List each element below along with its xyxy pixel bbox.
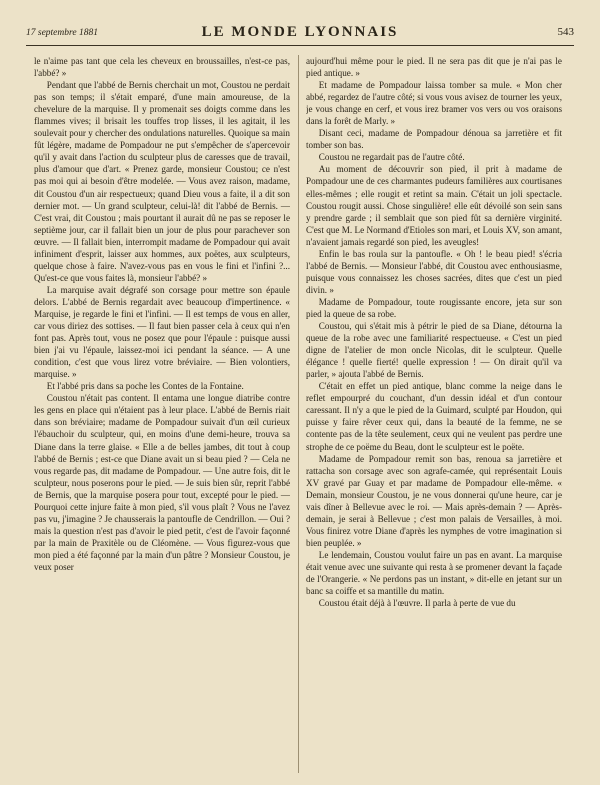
paragraph: Le lendemain, Coustou voulut faire un pas en avant. La marquise était venue avec une suivante qui resta à se promener devant la façade de l'Orangerie. « Ne perdons pas un instant, » dit-elle en jetant sur un banc sa coiffe et sa mantille du matin.: [306, 549, 562, 597]
paragraph: le n'aime pas tant que cela les cheveux en broussailles, n'est-ce pas, l'abbé? »: [34, 56, 290, 79]
page-header: [26, 22, 574, 44]
paragraph: Et madame de Pompadour laissa tomber sa mule. « Mon cher abbé, regardez de l'autre côté; si vous vous avisez de tourner les yeux, je vous change en cerf, et vous irez bramer vos vers ou vos oraisons dans la forêt de Marly. »: [306, 80, 562, 127]
paragraph: Et l'abbé pris dans sa poche les Contes de la Fontaine.: [46, 381, 244, 392]
paragraph: Au moment de découvrir son pied, il prit à madame de Pompadour une de ces charmantes pudeurs familières aux courtisanes elles-mêmes ; elle rougit et retint sa main. C'était un joli spectacle. Coustou rougit aussi. Chose singulière! elle eût dévoilé son sein sans y prendre garde ; il semblait que son pied fût sa dernière virginité. C'est que M. Le Normand d'Etioles son mari, et Louis XV, son amant, n'avaient jamais regardé son pied, les aveugles!: [306, 164, 562, 247]
paragraph: Madame de Pompadour remit son bas, renoua sa jarretière et rattacha son corsage avec son agrafe-camée, qui représentait Louis XV gravé par Guay et par madame de Pompadour elle-même. « Demain, monsieur Coustou, je ne vous donnerai qu'une heure, car je vais dîner à Bellevue avec le roi. — Mais après-demain ? — Après-demain, je serai à Bellevue ; c'est mon palais de Versailles, à moi. Vous finirez votre Diane d'après les nymphes de votre imagination si bien peuplée. »: [306, 453, 562, 548]
paragraph: Enfin le bas roula sur la pantoufle. « Oh ! le beau pied! s'écria l'abbé de Bernis. — Monsieur l'abbé, dit Coustou avec enthousiasme, puisque vous connaissez les choses sacrées, dites que c'est un pied divin. »: [306, 248, 562, 295]
paragraph: Coustou n'était pas content. Il entama une longue diatribe contre les gens en place qui n'étaient pas à leur place. L'abbé de Bernis riait dans son bréviaire; madame de Pompadour suivait d'un œil curieux l'ébauchoir du sculpteur, qui, en moins d'une demi-heure, trouva sa Diane dans la terre glaise. « Elle a de belles jambes, dit tout à coup l'abbé de Bernis ; est-ce que Diane avait un si beau pied ? — Cela ne vous regarde pas, dit madame de Pompadour. — Une autre fois, dit le sculpteur, nous poserons pour le pied. — Je suis bien sûr, reprit l'abbé de Bernis, que la marquise posera pour tout, excepté pour le pied. — Pourquoi cette injure faite à mon pied, s'il vous plaît ? Vous ne l'avez pas vu, j'imagine ? Je chausserais la pantoufle de Cendrillon. — Oui ? mais la question n'est pas d'avoir le pied petit, c'est de l'avoir façonné par la main de Praxitèle ou de Cléomène. — Vous figurez-vous que mon pied a été façonné par la main d'un pâtre ? Monsieur Coustou, je veux poser: [34, 393, 290, 572]
paragraph: Coustou, qui s'était mis à pétrir le pied de sa Diane, détourna la queue de la robe avec une familiarité respectueuse. « C'est un pied digne de l'atelier de mon oncle Nicolas, dit le sculpteur. Quelle élégance ! quelle fierté! quelle expression ! — On dirait qu'il va parler, » ajouta l'abbé de Bernis.: [306, 321, 562, 380]
issue-date: 17 septembre 1881: [26, 28, 98, 38]
header-rule: [26, 45, 574, 46]
paragraph: Coustou était déjà à l'œuvre. Il parla à perte de vue du: [318, 598, 516, 609]
right-column: [306, 55, 562, 773]
page-number: 543: [557, 26, 574, 38]
column-divider: [298, 55, 299, 773]
paragraph: aujourd'hui même pour le pied. Il ne sera pas dit que je n'ai pas le pied antique. »: [306, 56, 562, 79]
paragraph: La marquise avait dégrafé son corsage pour mettre son épaule delors. L'abbé de Bernis regardait avec beaucoup d'impertinence. « Marquise, je regarde le fini et l'infini. — Il est temps de vous en aller, car vous diriez des sottises. — Il faut bien passer cela à ceux qui n'en font pas. Après tout, vous ne posez que pour l'épaule : puisque aussi bien j'ai vu l'épaule, laissez-moi ici pendant la séance. — A une condition, c'est que vous lirez votre bréviaire. — Bien volontiers, marquise. »: [34, 284, 290, 380]
paragraph: Coustou ne regardait pas de l'autre côté.: [318, 152, 465, 163]
paragraph: Pendant que l'abbé de Bernis cherchait un mot, Coustou ne perdait pas son temps; il s'était emparé, d'une main amoureuse, de la chevelure de la marquise. Il y promenait ses doigts comme dans les flammes vives; il brisait les touffes trop lisses, il les agitait, il les soulevait pour y chercher des ondulations naturelles. Quoique sa main fût légère, madame de Pompadour ne put s'empêcher de s'apercevoir qu'il y avait dans l'action du sculpteur plus de caresses que de travail, plus d'amour que d'art. « Prenez garde, monsieur Coustou; ce n'est pas moi qui ai besoin d'être modelée. — Vous avez raison, madame, dit Coustou d'un air respectueux; quand Dieu vous a faite, il a dit son dernier mot. — Un grand sculpteur, celui-là! dit l'abbé de Bernis. — C'est vrai, dit Coustou ; mais pourtant il aurait dû ne pas se reposer le septième jour, car il fallait bien un jour de plus pour parachever son œuvre. — Il fallait bien, interrompit madame de Pompadour qui avait infiniment d'esprit, laisser aux hommes, aux poëtes, aux sculpteurs, quelque chose à faire. N'avez-vous pas en vous le fini et l'infini ?... Qu'est-ce que vous faites là, monsieur l'abbé? »: [34, 80, 290, 283]
left-column: [34, 55, 290, 773]
journal-title: LE MONDE LYONNAIS: [201, 24, 399, 40]
paragraph: C'était en effet un pied antique, blanc comme la neige dans le reflet empourpré du couchant, d'un dessin idéal et d'un contour caressant. Il n'y a que le pied de la Guimard, sculpté par Houdon, qui puisse y faire rêver ceux qui, dans la beauté de la femme, ne se contente pas de la tête seulement, ceux qui ne veulent pas perdre une strophe de ce poëme du Beau, dont le sculpteur est le poëte.: [306, 381, 562, 452]
paragraph: Disant ceci, madame de Pompadour dénoua sa jarretière et fit tomber son bas.: [306, 128, 562, 151]
paragraph: Madame de Pompadour, toute rougissante encore, jeta sur son pied la queue de sa robe.: [306, 296, 562, 319]
